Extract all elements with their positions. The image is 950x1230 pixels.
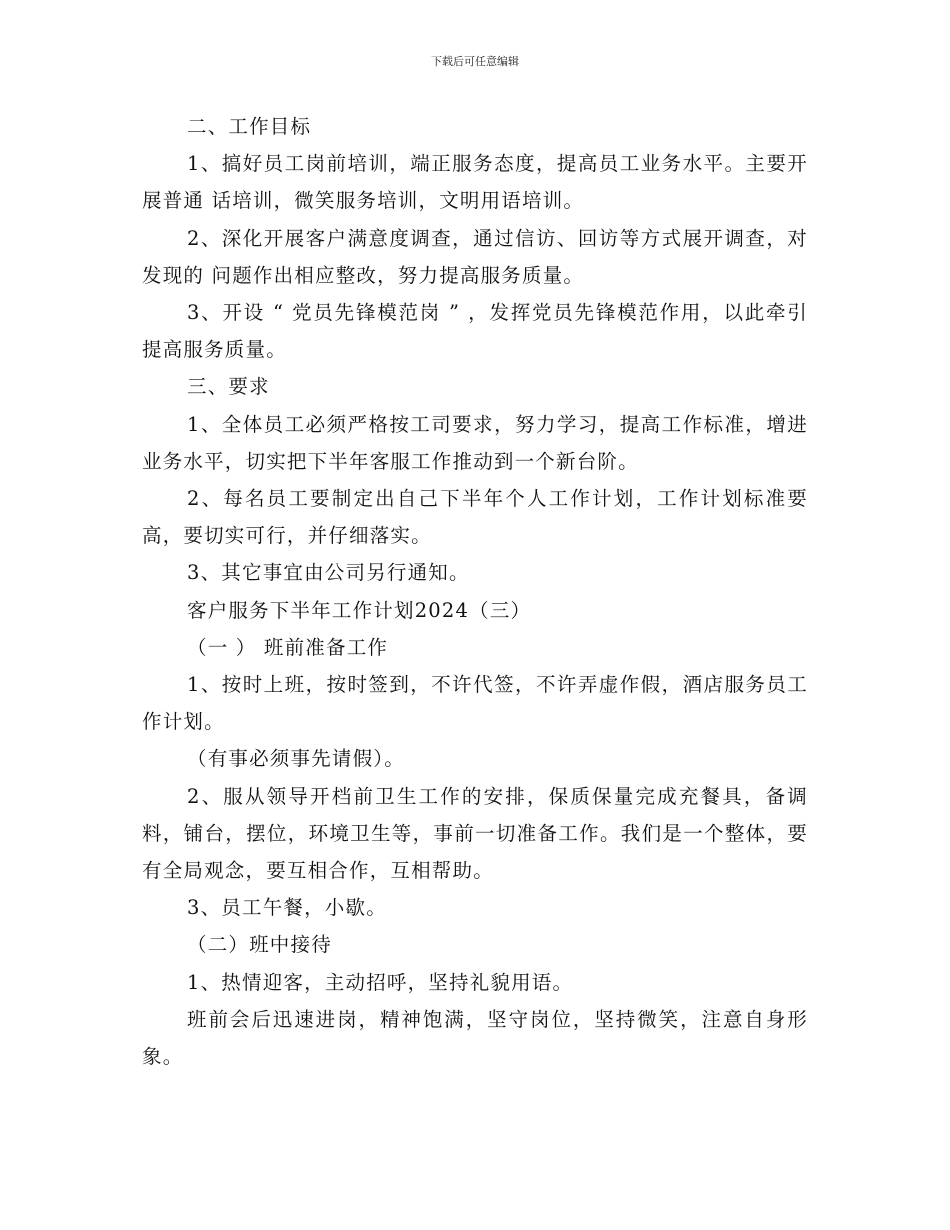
paragraph: 3、员工午餐，小歇。 xyxy=(187,896,387,920)
paragraph: 1、全体员工必须严格按工司要求，努力学习，提高工作标准，增进业务水平，切实把下半年客服工作推动到一个新台阶。 xyxy=(142,412,808,473)
paragraph: 2、服从领导开档前卫生工作的安排，保质保量完成充餐具，备调料，铺台，摆位，环境卫生等，事前一切准备工作。我们是一个整体，要有全局观念，要互相合作，互相帮助。 xyxy=(142,784,808,883)
paragraph: 班前会后迅速进岗，精神饱满，坚守岗位，坚持微笑，注意自身形象。 xyxy=(142,1007,808,1069)
subsection-heading-pre-shift: （一 ） 班前准备工作 xyxy=(187,635,389,659)
paragraph: 1、热情迎客，主动招呼，坚持礼貌用语。 xyxy=(187,970,574,994)
paragraph: （有事必须事先请假）。 xyxy=(187,747,405,771)
document-body xyxy=(142,108,808,1075)
plan-title: 客户服务下半年工作计划2024（三） xyxy=(187,598,532,622)
paragraph: 2、每名员工要制定出自己下半年个人工作计划，工作计划标准要高，要切实可行，并仔细落实。 xyxy=(142,487,808,548)
paragraph: 1、按时上班，按时签到，不许代签，不许弄虚作假，酒店服务员工作计划。 xyxy=(142,673,808,734)
paragraph: 2、深化开展客户满意度调查，通过信访、回访等方式展开调查，对发现的 问题作出相应整改，努力提高服务质量。 xyxy=(142,226,808,287)
page-header: 下载后可任意编辑 xyxy=(431,55,519,68)
section-heading-goals: 二、工作目标 xyxy=(187,115,312,138)
paragraph: 3、开设 “ 党员先锋模范岗 ” ，发挥党员先锋模范作用，以此牵引提高服务质量。 xyxy=(142,301,808,362)
paragraph: 1、搞好员工岗前培训，端正服务态度，提高员工业务水平。主要开展普通 话培训，微笑服务培训，文明用语培训。 xyxy=(142,152,808,213)
section-heading-requirements: 三、要求 xyxy=(187,375,270,399)
paragraph: 3、其它事宜由公司另行通知。 xyxy=(187,561,470,585)
subsection-heading-reception: （二）班中接待 xyxy=(187,933,332,957)
